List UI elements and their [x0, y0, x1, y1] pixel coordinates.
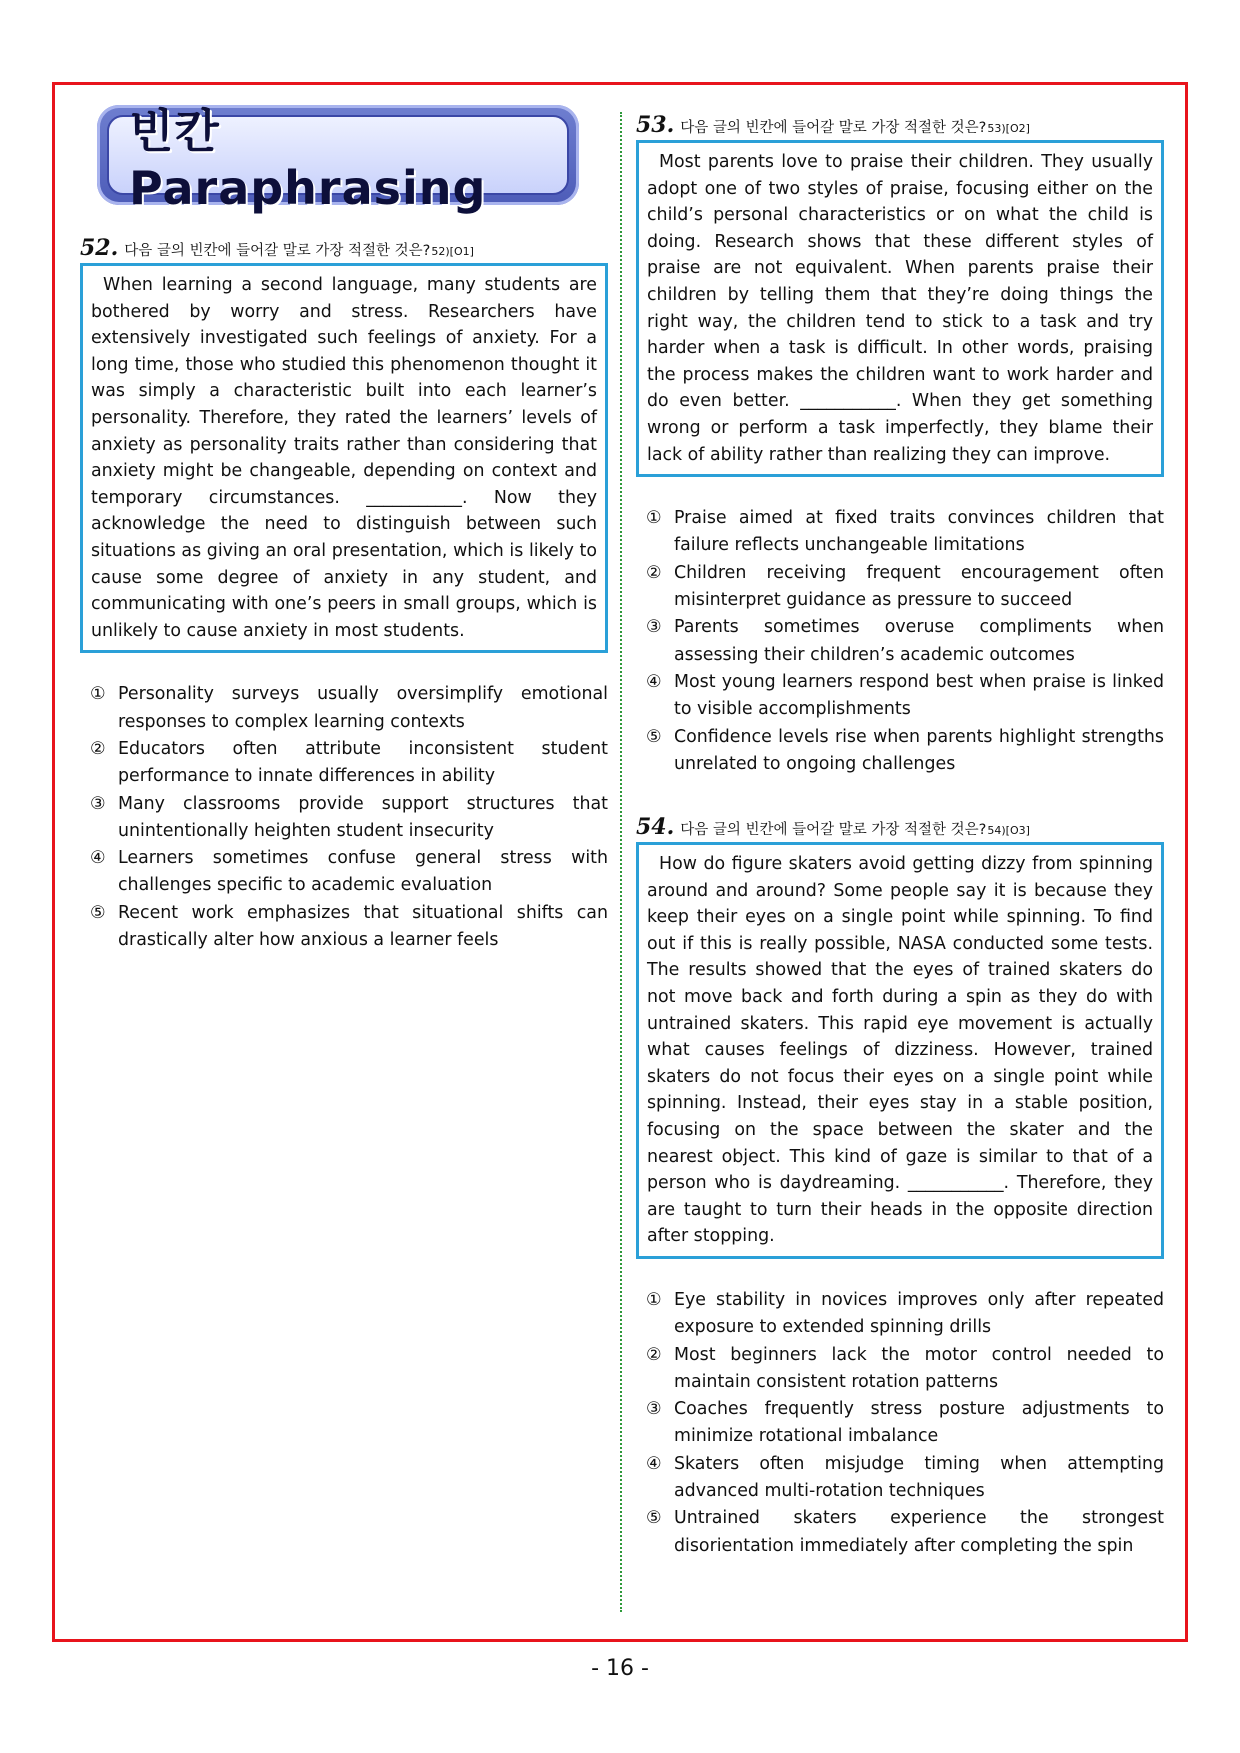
option-item[interactable]: [80, 736, 608, 791]
option-item[interactable]: [636, 1451, 1164, 1506]
option-item[interactable]: [636, 669, 1164, 724]
passage-text: How do figure skaters avoid getting dizzy from spinning around and around? Some people say it is because they keep their eyes on a single point while spinning. To find out if this is really possible, NASA conducted some tests. The results showed that the eyes of trained skaters do not move back and forth during a spin as they do with untrained skaters. This rapid eye movement is actually what causes feelings of dizziness. However, trained skaters do not focus their eyes on a single point while spinning. Instead, their eyes stay in a stable position, focusing on the space between the skater and the nearest object. This kind of gaze is similar to that of a person who is daydreaming. ___________. Therefore, they are taught to turn their heads in the opposite direction after stopping.: [647, 854, 1153, 1247]
question-prompt: 다음 글의 빈칸에 들어갈 말로 가장 적절한 것은?: [680, 120, 987, 136]
option-item[interactable]: [80, 681, 608, 736]
option-text: Children receiving frequent encouragement often misinterpret guidance as pressure to succeed: [674, 562, 1164, 611]
option-number: ④: [646, 1453, 662, 1474]
question-header-52: [80, 235, 608, 261]
option-number: ②: [646, 562, 662, 583]
option-item[interactable]: [636, 1505, 1164, 1560]
passage-box-52: [80, 263, 608, 653]
option-number: ⑤: [90, 902, 106, 923]
option-item[interactable]: [80, 845, 608, 900]
option-item[interactable]: [80, 900, 608, 955]
question-number: 52.: [80, 235, 119, 261]
options-list-52: [80, 681, 608, 954]
option-text: Learners sometimes confuse general stress with challenges specific to academic evaluation: [118, 848, 608, 896]
option-number: ⑤: [646, 1508, 662, 1529]
page-number: - 16 -: [591, 1656, 649, 1681]
option-text: Confidence levels rise when parents highlight strengths unrelated to ongoing challenges: [674, 726, 1164, 774]
right-column: [636, 112, 1164, 1560]
section-title: 빈칸 Paraphrasing: [129, 104, 487, 215]
option-number: ①: [90, 684, 106, 705]
option-text: Praise aimed at fixed traits convinces children that failure reflects unchangeable limitations: [674, 508, 1164, 556]
options-list-53: [636, 505, 1164, 778]
passage-box-54: [636, 842, 1164, 1259]
section-banner-inner: [107, 104, 569, 215]
option-number: ⑤: [646, 726, 662, 747]
option-text: Most young learners respond best when praise is linked to visible accomplishments: [674, 671, 1164, 720]
passage-text: When learning a second language, many students are bothered by worry and stress. Researchers have extensively investigated such feelings of anxiety. For a long time, those who studied this phenomenon thought it was simply a characteristic built into each learner’s personality. Therefore, they rated the learners’ levels of anxiety as personality traits rather than considering that anxiety might be changeable, depending on context and temporary circumstances. ___________. Now they acknowledge the need to distinguish between such situations as giving an oral presentation, which is likely to cause some degree of anxiety in any student, and communicating with one’s peers in small groups, which is unlikely to cause anxiety in most students.: [91, 275, 597, 641]
option-number: ②: [646, 1344, 662, 1365]
option-item[interactable]: [636, 1342, 1164, 1397]
question-header-54: [636, 814, 1164, 840]
option-text: Parents sometimes overuse compliments when assessing their children’s academic outcomes: [674, 617, 1164, 665]
option-item[interactable]: [636, 560, 1164, 615]
option-text: Most beginners lack the motor control needed to maintain consistent rotation patterns: [674, 1344, 1164, 1392]
option-item[interactable]: [636, 505, 1164, 560]
option-number: ④: [646, 671, 662, 692]
option-number: ③: [90, 793, 106, 814]
question-number: 54.: [636, 814, 675, 841]
question-prompt: 다음 글의 빈칸에 들어갈 말로 가장 적절한 것은?: [680, 822, 987, 839]
question-number: 53.: [636, 112, 675, 138]
question-header-53: [636, 112, 1164, 138]
question-tag: 54)[O3]: [987, 824, 1030, 838]
option-text: Skaters often misjudge timing when attempting advanced multi-rotation techniques: [674, 1453, 1164, 1502]
option-number: ③: [646, 617, 662, 638]
option-number: ④: [90, 848, 106, 869]
option-item[interactable]: [636, 1396, 1164, 1451]
option-number: ③: [646, 1399, 662, 1420]
question-tag: 53)[O2]: [987, 122, 1030, 135]
question-tag: 52)[O1]: [431, 245, 474, 258]
option-text: Coaches frequently stress posture adjustments to minimize rotational imbalance: [674, 1399, 1164, 1447]
passage-box-53: [636, 140, 1164, 477]
option-text: Many classrooms provide support structures that unintentionally heighten student insecurity: [118, 793, 608, 841]
option-number: ①: [646, 508, 662, 529]
question-prompt: 다음 글의 빈칸에 들어갈 말로 가장 적절한 것은?: [124, 243, 431, 259]
option-item[interactable]: [636, 724, 1164, 779]
passage-text: Most parents love to praise their children. They usually adopt one of two styles of praise, focusing either on the child’s personal characteristics or on what the child is doing. Research shows that these different styles of praise are not equivalent. When parents praise their children by telling them that they’re doing things the right way, the children tend to stick to a task and try harder when a task is difficult. In other words, praising the process makes the children want to work harder and do even better. ___________. When they get something wrong or perform a task imperfectly, they blame their lack of ability rather than realizing they can improve.: [647, 152, 1153, 465]
option-item[interactable]: [80, 791, 608, 846]
option-item[interactable]: [636, 1287, 1164, 1342]
option-text: Personality surveys usually oversimplify emotional responses to complex learning contexts: [118, 684, 608, 732]
option-number: ②: [90, 738, 106, 759]
option-number: ①: [646, 1290, 662, 1310]
option-item[interactable]: [636, 614, 1164, 669]
option-text: Educators often attribute inconsistent student performance to innate differences in ability: [118, 738, 608, 787]
section-banner: [97, 104, 579, 215]
column-divider: [620, 112, 622, 1612]
option-text: Eye stability in novices improves only after repeated exposure to extended spinning drills: [674, 1290, 1164, 1338]
option-text: Recent work emphasizes that situational shifts can drastically alter how anxious a learner feels: [118, 902, 608, 950]
options-list-54: [636, 1287, 1164, 1560]
left-column: [80, 105, 608, 954]
option-text: Untrained skaters experience the strongest disorientation immediately after completing the spin: [674, 1508, 1164, 1556]
